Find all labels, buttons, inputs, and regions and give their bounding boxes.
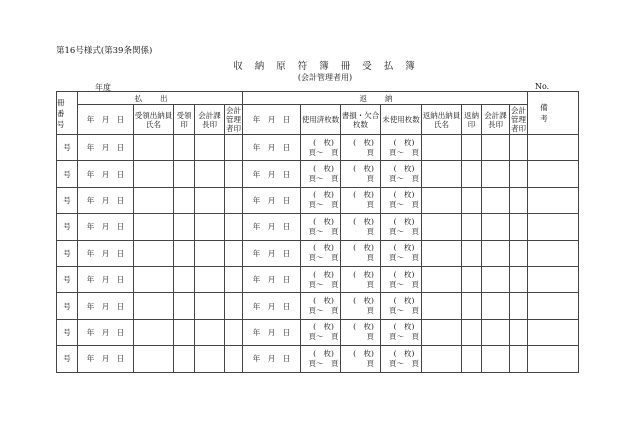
returner-name-cell[interactable] (422, 346, 462, 372)
returner-name-cell[interactable] (422, 187, 462, 213)
return-manager-seal-cell[interactable] (510, 240, 528, 266)
return-manager-seal-header: 会計管理者印 (511, 106, 527, 133)
returner-name-header: 返納出納員氏名 (422, 105, 462, 135)
payout-chief-seal-cell[interactable] (195, 240, 225, 266)
remarks-header: 備考 (528, 92, 579, 135)
page-range-line: 頁～ 頁 (389, 306, 420, 316)
payout-manager-seal-cell[interactable] (225, 240, 243, 266)
payout-date-cell[interactable]: 年 月 日 (78, 214, 134, 240)
payout-date-header: 年 月 日 (78, 105, 134, 135)
unused-count-cell[interactable] (381, 240, 422, 266)
count-line: ( 枚) (393, 164, 415, 174)
used-count-cell[interactable] (301, 135, 341, 161)
return-chief-seal-cell[interactable] (482, 266, 510, 292)
count-line: ( 枚) (353, 137, 374, 147)
used-count-cell[interactable] (301, 187, 341, 213)
remarks-cell[interactable] (528, 187, 579, 213)
count-line: ( 枚) (393, 216, 415, 226)
unused-count-cell[interactable] (381, 346, 422, 372)
count-line: ( 枚) (313, 190, 334, 200)
receiver-name-cell[interactable] (134, 266, 174, 292)
page-range-line: 頁 (366, 147, 375, 157)
count-line: ( 枚) (393, 243, 415, 253)
book-number-cell[interactable]: 号 (57, 161, 78, 187)
payout-date-cell[interactable]: 年 月 日 (78, 187, 134, 213)
return-date-cell[interactable]: 年 月 日 (243, 319, 301, 345)
payout-chief-seal-cell[interactable] (195, 214, 225, 240)
returner-name-cell[interactable] (422, 293, 462, 319)
payout-date-cell[interactable]: 年 月 日 (78, 161, 134, 187)
damaged-count-cell[interactable] (341, 135, 381, 161)
page-range-line: 頁～ 頁 (389, 279, 420, 289)
payout-chief-seal-cell[interactable] (195, 266, 225, 292)
payout-manager-seal-cell[interactable] (225, 266, 243, 292)
payout-manager-seal-cell[interactable] (225, 187, 243, 213)
count-line: ( 枚) (313, 269, 334, 279)
receiver-seal-cell[interactable] (174, 135, 195, 161)
used-count-cell[interactable] (301, 240, 341, 266)
payout-date-cell[interactable]: 年 月 日 (78, 240, 134, 266)
book-number-cell[interactable]: 号 (57, 214, 78, 240)
book-number-cell[interactable]: 号 (57, 135, 78, 161)
page-range-line: 頁～ 頁 (389, 332, 420, 342)
payout-date-cell[interactable]: 年 月 日 (78, 266, 134, 292)
return-manager-seal-cell[interactable] (510, 346, 528, 372)
receiver-seal-cell[interactable] (174, 214, 195, 240)
page-range-line: 頁 (366, 332, 375, 342)
return-chief-seal-header: 会計課長印 (482, 105, 510, 135)
returner-name-cell[interactable] (422, 214, 462, 240)
page-range-line: 頁～ 頁 (308, 174, 339, 184)
return-chief-seal-cell[interactable] (482, 214, 510, 240)
table-row (57, 319, 579, 345)
remarks-cell[interactable] (528, 214, 579, 240)
count-line: ( 枚) (393, 296, 415, 306)
receiver-seal-header: 受領印 (174, 105, 195, 135)
count-line: ( 枚) (393, 322, 415, 332)
form-number: 第16号様式(第39条関係) (56, 46, 153, 56)
payout-date-cell[interactable]: 年 月 日 (78, 319, 134, 345)
payout-chief-seal-cell[interactable] (195, 346, 225, 372)
page-range-line: 頁～ 頁 (389, 253, 420, 263)
ledger-table (56, 91, 579, 373)
unused-count-header: 未使用枚数 (381, 105, 422, 135)
return-date-cell[interactable]: 年 月 日 (243, 161, 301, 187)
count-line: ( 枚) (393, 137, 415, 147)
book-number-cell[interactable]: 号 (57, 187, 78, 213)
payout-chief-seal-cell[interactable] (195, 319, 225, 345)
remarks-cell[interactable] (528, 135, 579, 161)
remarks-cell[interactable] (528, 240, 579, 266)
returner-name-cell[interactable] (422, 135, 462, 161)
table-row (57, 187, 579, 213)
used-count-cell[interactable] (301, 346, 341, 372)
page-range-line: 頁～ 頁 (389, 226, 420, 236)
payout-manager-seal-cell[interactable] (225, 214, 243, 240)
used-count-header: 使用済枚数 (301, 105, 341, 135)
damaged-count-cell[interactable] (341, 319, 381, 345)
damaged-count-cell[interactable] (341, 187, 381, 213)
receiver-name-cell[interactable] (134, 240, 174, 266)
remarks-cell[interactable] (528, 319, 579, 345)
receiver-name-cell[interactable] (134, 161, 174, 187)
page-range-line: 頁～ 頁 (308, 279, 339, 289)
payout-date-cell[interactable]: 年 月 日 (78, 346, 134, 372)
return-date-header: 年 月 日 (243, 105, 301, 135)
return-date-cell[interactable]: 年 月 日 (243, 187, 301, 213)
payout-manager-seal-cell[interactable] (225, 161, 243, 187)
table-row (57, 266, 579, 292)
remarks-cell[interactable] (528, 266, 579, 292)
receiver-seal-cell[interactable] (174, 293, 195, 319)
payout-chief-seal-cell[interactable] (195, 161, 225, 187)
receiver-name-cell[interactable] (134, 214, 174, 240)
payout-chief-seal-cell[interactable] (195, 293, 225, 319)
return-date-cell[interactable]: 年 月 日 (243, 266, 301, 292)
book-number-cell[interactable]: 号 (57, 319, 78, 345)
table-row (57, 346, 579, 372)
return-chief-seal-cell[interactable] (482, 240, 510, 266)
count-line: ( 枚) (353, 348, 374, 358)
used-count-cell[interactable] (301, 161, 341, 187)
count-line: ( 枚) (353, 322, 374, 332)
page-range-line: 頁～ 頁 (308, 253, 339, 263)
receiver-name-header: 受領出納員氏名 (134, 105, 174, 135)
page-range-line: 頁～ 頁 (389, 200, 420, 210)
count-line: ( 枚) (393, 269, 415, 279)
used-count-cell[interactable] (301, 293, 341, 319)
damaged-count-cell[interactable] (341, 240, 381, 266)
returner-seal-header: 返納印 (462, 105, 482, 135)
count-line: ( 枚) (353, 216, 374, 226)
receiver-seal-cell[interactable] (174, 187, 195, 213)
receiver-seal-cell[interactable] (174, 161, 195, 187)
returner-seal-cell[interactable] (462, 214, 482, 240)
receiver-name-cell[interactable] (134, 135, 174, 161)
page-range-line: 頁～ 頁 (389, 174, 420, 184)
count-line: ( 枚) (353, 243, 374, 253)
return-date-cell[interactable]: 年 月 日 (243, 214, 301, 240)
payout-manager-seal-cell[interactable] (225, 293, 243, 319)
return-chief-seal-cell[interactable] (482, 161, 510, 187)
remarks-cell[interactable] (528, 161, 579, 187)
unused-count-cell[interactable] (381, 214, 422, 240)
count-line: ( 枚) (353, 164, 374, 174)
page-range-line: 頁～ 頁 (308, 200, 339, 210)
page-range-line: 頁 (366, 174, 375, 184)
payout-manager-seal-header: 会計管理者印 (226, 106, 242, 133)
receiver-seal-cell[interactable] (174, 346, 195, 372)
page-range-line: 頁 (366, 279, 375, 289)
used-count-cell[interactable] (301, 319, 341, 345)
count-line: ( 枚) (393, 348, 415, 358)
return-date-cell[interactable]: 年 月 日 (243, 346, 301, 372)
return-chief-seal-cell[interactable] (482, 187, 510, 213)
damaged-count-cell[interactable] (341, 161, 381, 187)
count-line: ( 枚) (313, 322, 334, 332)
receiver-seal-cell[interactable] (174, 319, 195, 345)
page-range-line: 頁～ 頁 (389, 147, 420, 157)
damaged-count-cell[interactable] (341, 266, 381, 292)
payout-chief-seal-header: 会計課長印 (195, 105, 225, 135)
receiver-name-cell[interactable] (134, 346, 174, 372)
table-row (57, 214, 579, 240)
page-range-line: 頁～ 頁 (308, 332, 339, 342)
return-chief-seal-cell[interactable] (482, 293, 510, 319)
returner-seal-cell[interactable] (462, 135, 482, 161)
payout-manager-seal-cell[interactable] (225, 319, 243, 345)
page-range-line: 頁 (366, 226, 375, 236)
damaged-count-cell[interactable] (341, 346, 381, 372)
return-chief-seal-cell[interactable] (482, 319, 510, 345)
used-count-cell[interactable] (301, 214, 341, 240)
page-range-line: 頁 (366, 358, 375, 368)
count-line: ( 枚) (313, 296, 334, 306)
return-manager-seal-cell[interactable] (510, 319, 528, 345)
count-line: ( 枚) (313, 216, 334, 226)
return-manager-seal-cell[interactable] (510, 187, 528, 213)
returner-seal-cell[interactable] (462, 240, 482, 266)
return-manager-seal-cell[interactable] (510, 266, 528, 292)
table-row (57, 135, 579, 161)
page-subtitle: (会計管理者用) (297, 73, 353, 82)
count-line: ( 枚) (313, 164, 334, 174)
unused-count-cell[interactable] (381, 135, 422, 161)
damaged-count-header: 書損・欠合枚数 (341, 105, 381, 135)
unused-count-cell[interactable] (381, 293, 422, 319)
page-range-line: 頁～ 頁 (308, 226, 339, 236)
payout-manager-seal-cell[interactable] (225, 346, 243, 372)
count-line: ( 枚) (353, 296, 374, 306)
returner-name-cell[interactable] (422, 161, 462, 187)
page-title: 収納原符簿冊受払簿 (233, 61, 427, 72)
return-chief-seal-cell[interactable] (482, 135, 510, 161)
payout-manager-seal-cell[interactable] (225, 135, 243, 161)
receiver-seal-cell[interactable] (174, 266, 195, 292)
return-group-header: 返納 (243, 92, 528, 105)
return-manager-seal-cell[interactable] (510, 214, 528, 240)
returner-name-cell[interactable] (422, 266, 462, 292)
return-date-cell[interactable]: 年 月 日 (243, 293, 301, 319)
page-range-line: 頁 (366, 306, 375, 316)
return-manager-seal-cell[interactable] (510, 293, 528, 319)
returner-seal-cell[interactable] (462, 161, 482, 187)
returner-seal-cell[interactable] (462, 293, 482, 319)
payout-chief-seal-cell[interactable] (195, 135, 225, 161)
count-line: ( 枚) (313, 348, 334, 358)
remarks-cell[interactable] (528, 346, 579, 372)
return-chief-seal-cell[interactable] (482, 346, 510, 372)
payout-group-header: 払出 (78, 92, 243, 105)
page-range-line: 頁 (366, 253, 375, 263)
damaged-count-cell[interactable] (341, 293, 381, 319)
used-count-cell[interactable] (301, 266, 341, 292)
page-range-line: 頁～ 頁 (308, 358, 339, 368)
page-range-line: 頁～ 頁 (308, 147, 339, 157)
payout-date-cell[interactable]: 年 月 日 (78, 135, 134, 161)
book-number-cell[interactable]: 号 (57, 346, 78, 372)
payout-chief-seal-cell[interactable] (195, 187, 225, 213)
book-number-cell[interactable]: 号 (57, 240, 78, 266)
page-number-label: No. (535, 82, 550, 91)
table-row (57, 240, 579, 266)
receiver-name-cell[interactable] (134, 187, 174, 213)
return-date-cell[interactable]: 年 月 日 (243, 240, 301, 266)
payout-date-cell[interactable]: 年 月 日 (78, 293, 134, 319)
table-row (57, 161, 579, 187)
fiscal-year-label: 年度 (95, 83, 111, 92)
return-manager-seal-cell[interactable] (510, 135, 528, 161)
returner-name-cell[interactable] (422, 240, 462, 266)
receiver-name-cell[interactable] (134, 319, 174, 345)
count-line: ( 枚) (313, 137, 334, 147)
book-number-cell[interactable]: 号 (57, 293, 78, 319)
page-range-line: 頁～ 頁 (308, 306, 339, 316)
returner-seal-cell[interactable] (462, 266, 482, 292)
page-range-line: 頁 (366, 200, 375, 210)
count-line: ( 枚) (353, 269, 374, 279)
unused-count-cell[interactable] (381, 266, 422, 292)
table-row (57, 293, 579, 319)
page-range-line: 頁～ 頁 (389, 358, 420, 368)
receiver-seal-cell[interactable] (174, 240, 195, 266)
returner-seal-cell[interactable] (462, 319, 482, 345)
count-line: ( 枚) (313, 243, 334, 253)
return-date-cell[interactable]: 年 月 日 (243, 135, 301, 161)
returner-name-cell[interactable] (422, 319, 462, 345)
unused-count-cell[interactable] (381, 187, 422, 213)
damaged-count-cell[interactable] (341, 214, 381, 240)
returner-seal-cell[interactable] (462, 187, 482, 213)
return-manager-seal-cell[interactable] (510, 161, 528, 187)
book-number-header: 冊 番号 (57, 92, 78, 135)
remarks-cell[interactable] (528, 293, 579, 319)
book-number-cell[interactable]: 号 (57, 266, 78, 292)
returner-seal-cell[interactable] (462, 346, 482, 372)
unused-count-cell[interactable] (381, 319, 422, 345)
count-line: ( 枚) (353, 190, 374, 200)
unused-count-cell[interactable] (381, 161, 422, 187)
receiver-name-cell[interactable] (134, 293, 174, 319)
count-line: ( 枚) (393, 190, 415, 200)
